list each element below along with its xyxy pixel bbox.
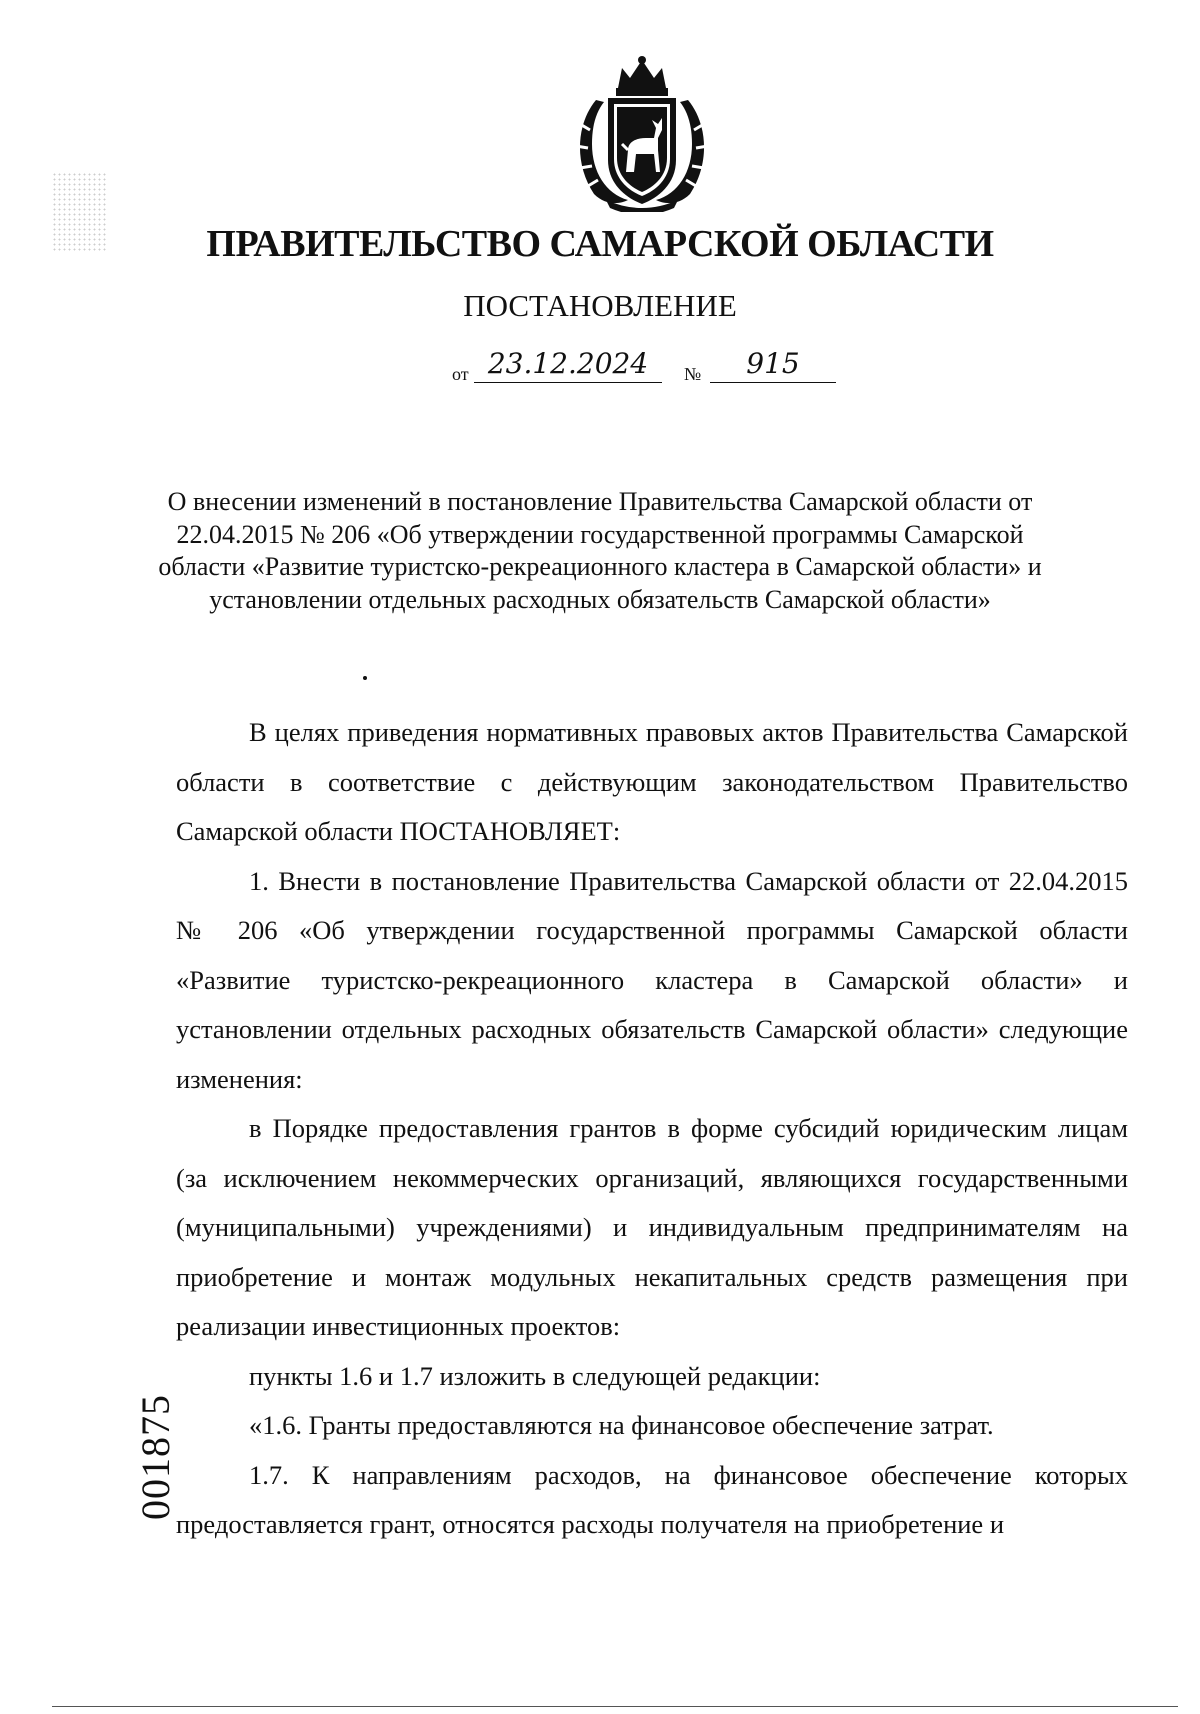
body-paragraph: 1. Внести в постановление Правительства Самарской области от 22.04.2015 № 206 «Об утверждении государственной программы Самарской области «Развитие туристско-рекреационного кластера в Самарской области» и установлении отдельных расходных обязательств Самарской области» следующие изменения: [176,865,1128,1094]
body-paragraph: 1.7. К направлениям расходов, на финансовое обеспечение которых предоставляется грант, относятся расходы получателя на приобретение и [176,1459,1128,1539]
body-paragraph: в Порядке предоставления грантов в форме субсидий юридическим лицам (за исключением некоммерческих организаций, являющихся государственными (муниципальными) учреждениями) и индивидуальным предпринимателям на приобретение и монтаж модульных некапитальных средств размещения при реализации инвестиционных проектов: [176,1113,1128,1341]
date-value: 23.12.2024 [474,346,662,383]
number-label: № [684,364,702,384]
date-label: от [452,364,469,384]
government-title: ПРАВИТЕЛЬСТВО САМАРСКОЙ ОБЛАСТИ [206,223,994,265]
margin-stamp-number: 001875 [133,1394,178,1520]
stray-mark [363,676,367,680]
document-type: ПОСТАНОВЛЕНИЕ [463,288,737,323]
document-body [176,708,1128,1550]
body-paragraph: пункты 1.6 и 1.7 изложить в следующей редакции: [249,1360,821,1391]
document-heading: О внесении изменений в постановление Правительства Самарской области от 22.04.2015 № 206 «Об утверждении государственной программы Самарской области «Развитие туристско-рекреационного кластера в Самарской области» и установлении отдельных расходных обязательств Самарской области» [158,487,1042,614]
number-value: 915 [710,346,836,383]
samara-region-coat-of-arms-icon [566,54,718,212]
date-number-line [452,344,842,384]
body-paragraph: «1.6. Гранты предоставляются на финансовое обеспечение затрат. [249,1410,994,1440]
page-bottom-rule [52,1706,1178,1707]
body-paragraph: В целях приведения нормативных правовых актов Правительства Самарской области в соответствие с действующим законодательством Правительство Самарской области ПОСТАНОВЛЯЕТ: [176,717,1128,846]
